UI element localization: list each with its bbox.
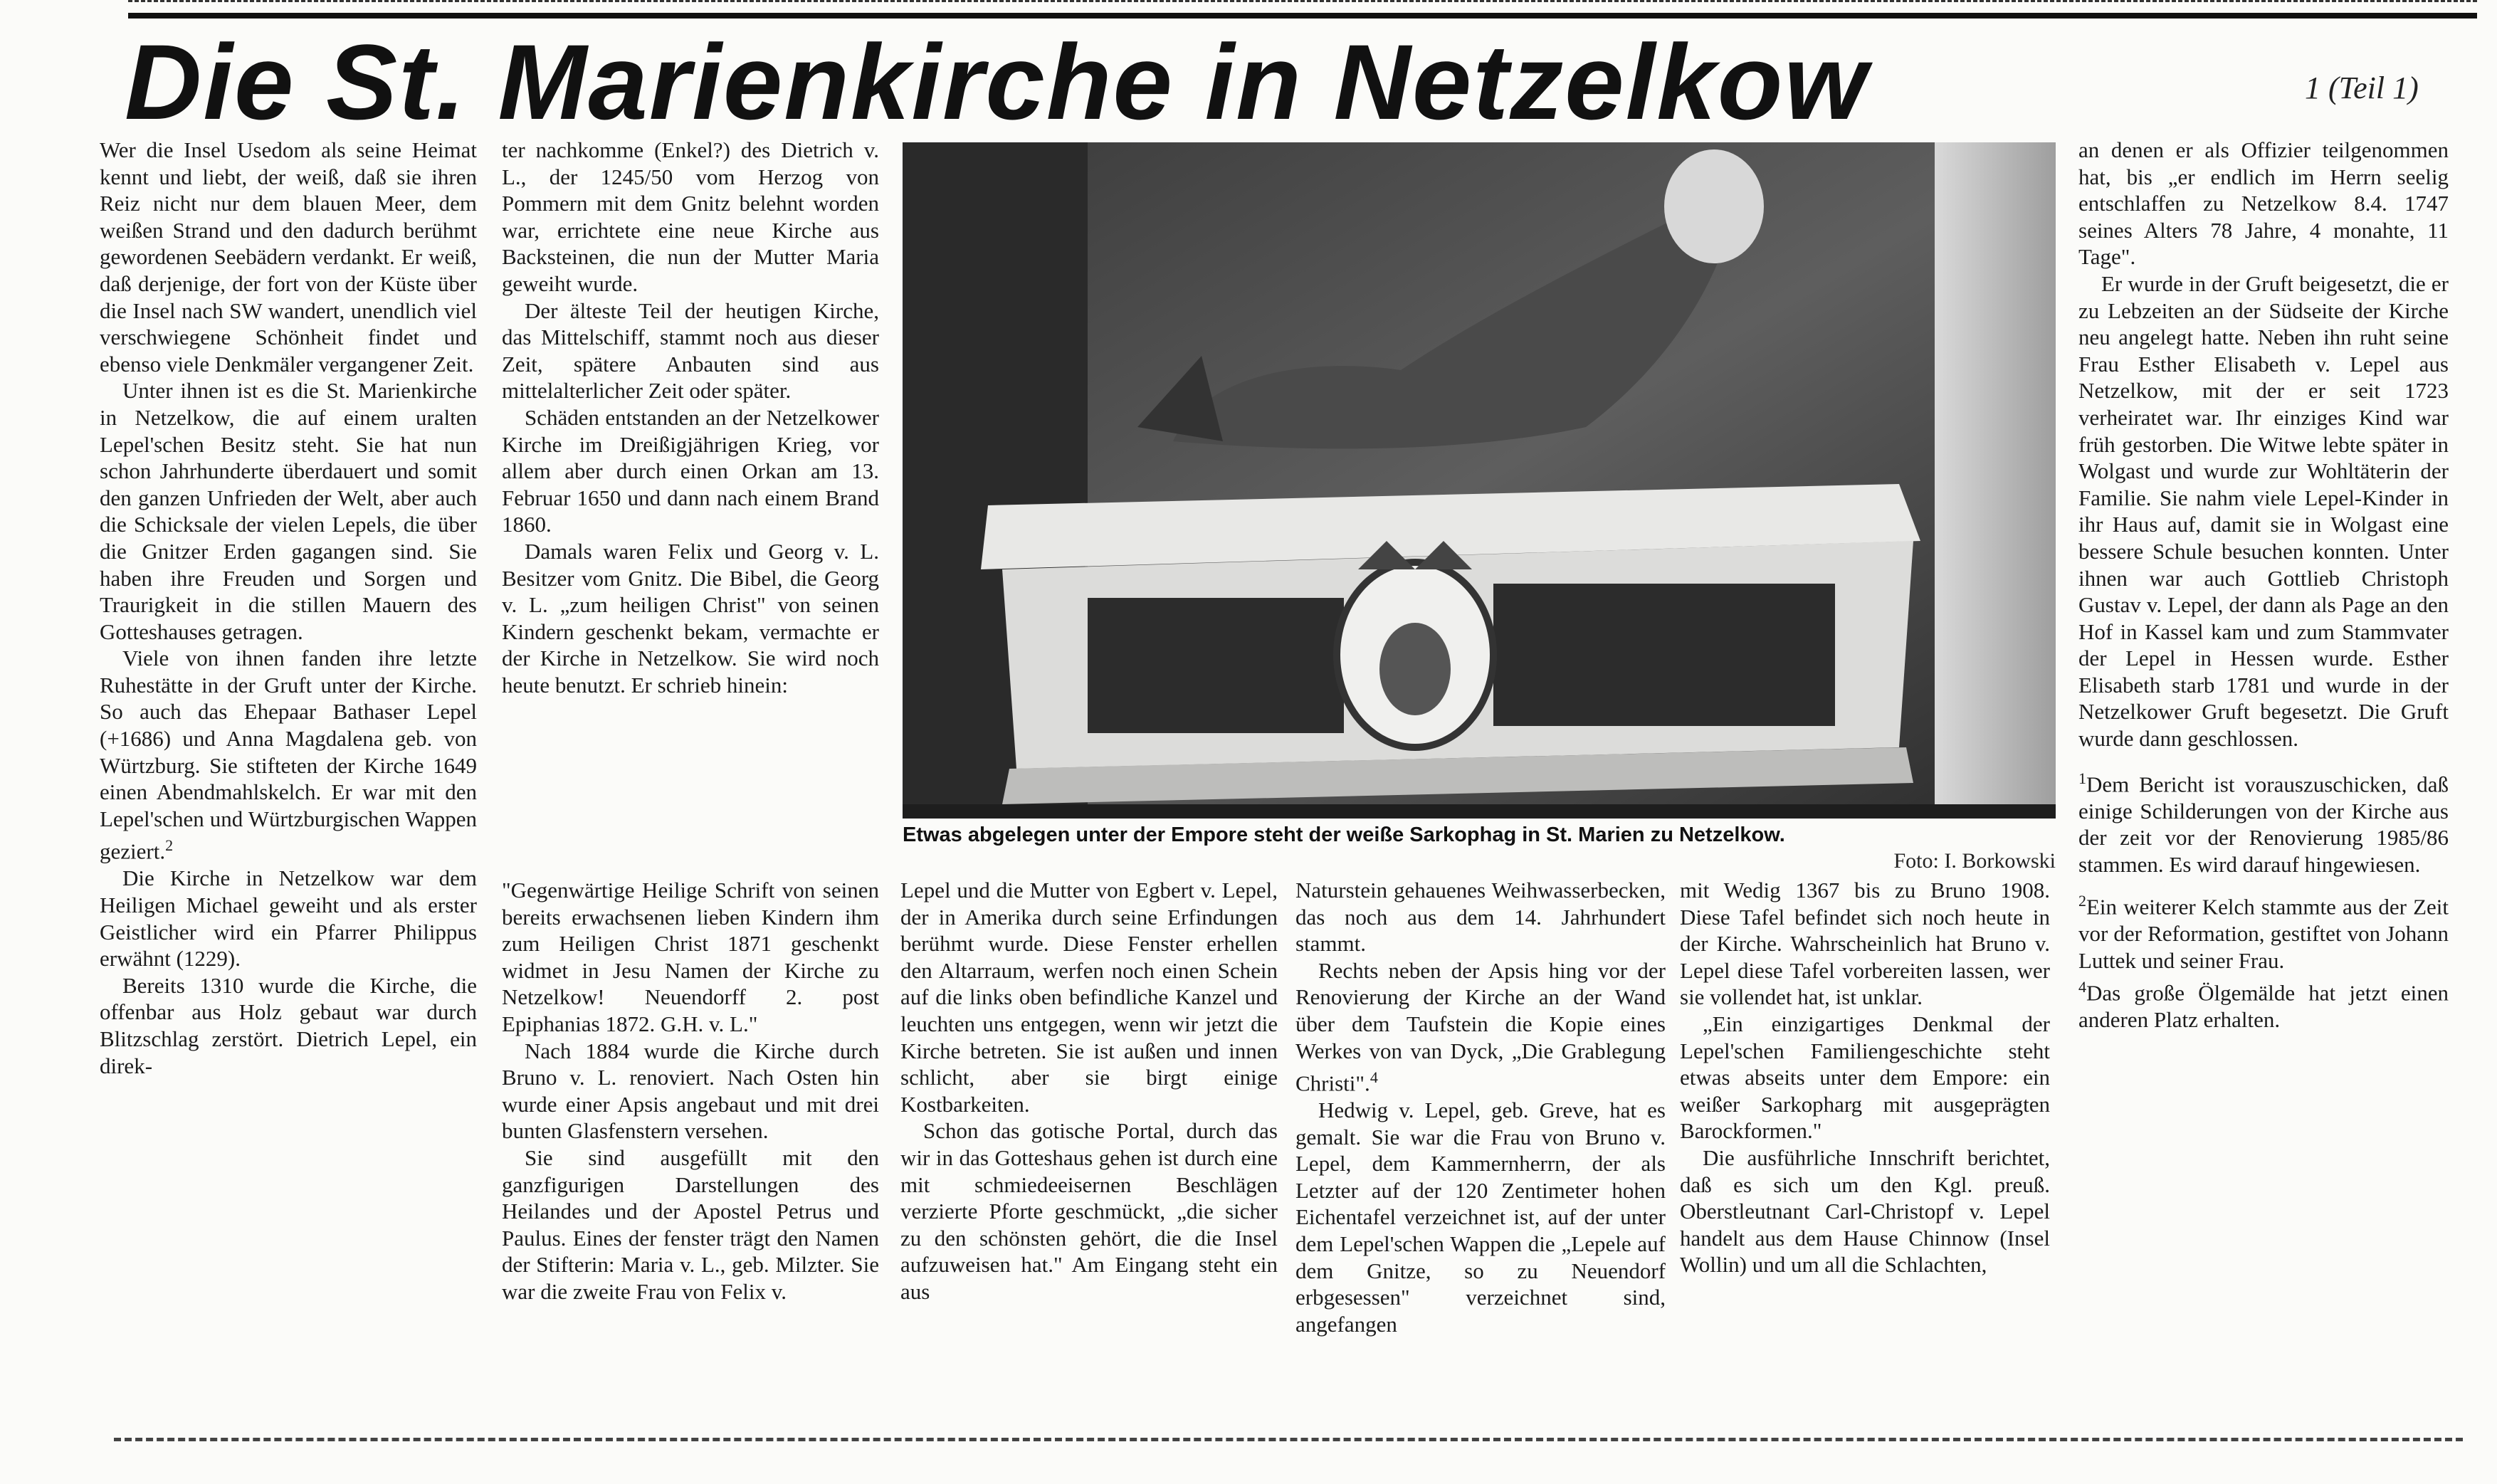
part-label: 1 (Teil 1) (2305, 70, 2419, 105)
paragraph: Sie sind ausgefüllt mit den ganzfigurigen Darstellungen des Heilandes und der Apostel Petrus und Paulus. Eines der fenster trägt den Namen der Stifterin: Maria v. L., geb. Milzter. Sie war die zweite Frau von Felix v. (502, 1144, 879, 1304)
paragraph: mit Wedig 1367 bis zu Bruno 1908. Diese Tafel befindet sich noch heute in der Kirche. Wahrscheinlich hat Bruno v. Lepel diese Tafel vorbereiten lassen, wer sie vollendet hat, ist unklar. (1680, 878, 2050, 1010)
paragraph (100, 645, 477, 865)
paragraph: Die Kirche in Netzelkow war dem Heiligen Michael geweiht und als erster Geistlicher wird ein Pfarrer Philippus erwähnt (1229). (100, 865, 477, 972)
paragraph-text: Rechts neben der Apsis hing vor der Renovierung der Kirche an der Wand über dem Taufstein die Kopie eines Werkes von van Dyck, „Die Grablegung Christi". (1295, 957, 1666, 1096)
column-2 (502, 137, 879, 848)
paragraph: ter nachkomme (Enkel?) des Dietrich v. L., der 1245/50 vom Herzog von Pommern mit dem Gnitz belehnt worden war, errichtete eine neue Kirche aus Backsteinen, die nun der Mutter Maria geweiht wurde. (502, 137, 879, 296)
paragraph: Der älteste Teil der heutigen Kirche, das Mittelschiff, stammt noch aus dieser Zeit, spätere Anbauten sind aus mittelalterlicher Zeit oder später. (502, 298, 879, 404)
footnote-mark: 1 (2078, 769, 2086, 787)
paragraph: an denen er als Offizier teilgenommen hat, bis „er endlich im Herrn seelig entschlaffen zu Netzelkow 8.4. 1747 seines Alters 78 Jahre, 4 monahte, 11 Tage". (2078, 137, 2449, 270)
paragraph: Hedwig v. Lepel, geb. Greve, hat es gemalt. Sie war die Frau von Bruno v. Lepel, dem Kammernherrn, der als Letzter auf der 120 Zentimeter hohen Eichentafel verzeichnet ist, auf der unter dem Lepel'schen Wappen die „Lepele auf dem Gnitze, so zu Neuendorf erbgesessen" verzeichnet sind, angefangen (1295, 1098, 1666, 1337)
column-3 (900, 877, 1278, 1389)
headline: Die St. Marienkirche in Netzelkow (125, 22, 1869, 142)
column-2-lower (502, 877, 879, 1389)
top-dashed-rule (128, 0, 2477, 6)
footnote-ref: 2 (165, 836, 174, 855)
sarcophagus-photo (903, 142, 2056, 819)
photo-credit: Foto: I. Borkowski (1893, 849, 2056, 873)
footnote (2078, 974, 2449, 1033)
photo-caption: Etwas abgelegen unter der Empore steht der weiße Sarkophag in St. Marien zu Netzelkow. (903, 823, 1785, 846)
column-4 (1295, 877, 1666, 1389)
footnote (2078, 765, 2449, 878)
footnote (2078, 888, 2449, 974)
footnote-mark: 2 (2078, 892, 2086, 910)
paragraph: Er wurde in der Gruft beigesetzt, die er zu Lebzeiten an der Südseite der Kirche neu angelegt hatte. Neben ihn ruht seine Frau Esther Elisabeth v. Lepel aus Netzelkow, mit der er seit 1723 verheiratet war. Ihr einziges Kind war früh gestorben. Die Witwe lebte später in Wolgast und wurde zur Wohltäterin der Familie. Sie nahm viele Lepel-Kinder in ihr Haus auf, damit sie in Wolgast eine bessere Schule besuchen konnten. Unter ihnen war auch Gottlieb Christoph Gustav v. Lepel, der dann als Page an den Hof in Kassel kam und zum Stammvater der Lepel in Hessen wurde. Esther Elisabeth starb 1781 und wurde in der Netzelkower Gruft begesetzt. Die Gruft wurde dann geschlossen. (2078, 270, 2449, 752)
paragraph: "Gegenwärtige Heilige Schrift von seinen bereits erwachsenen lieben Kindern ihm zum Heiligen Christ 1871 geschenkt widmet in Jesu Namen der Kirche zu Netzelkow! Neuendorff 2. post Epiphanias 1872. G.H. v. L." (502, 878, 879, 1036)
paragraph: „Ein einzigartiges Denkmal der Lepel'schen Familiengeschichte steht etwas abseits unter dem Empore: ein weißer Sarkopharg mit ausgeprägten Barockformen." (1680, 1011, 2050, 1144)
footnote-text: Das große Ölgemälde hat jetzt einen anderen Platz erhalten. (2078, 980, 2449, 1033)
footnote-text: Ein weiterer Kelch stammte aus der Zeit vor der Reformation, gestiftet von Johann Luttek und seiner Frau. (2078, 894, 2449, 973)
paragraph: Unter ihnen ist es die St. Marienkirche in Netzelkow, die auf einem uralten Lepel'schen Besitz steht. Sie hat nun schon Jahrhunderte überdauert und somit den ganzen Unfrieden der Welt, aber auch die Schicksale der vielen Lepels, die über die Gnitzer Erden gagangen sind. Sie haben ihre Freuden und Sorgen und Traurigkeit in die stillen Mauern des Gotteshauses getragen. (100, 378, 477, 644)
column-5 (1680, 877, 2050, 1389)
paragraph (1295, 957, 1666, 1097)
bottom-dashed-rule (114, 1438, 2463, 1446)
paragraph: Schon das gotische Portal, durch das wir in das Gotteshaus gehen ist durch eine mit schmiedeeisernen Beschlägen verzierte Pforte geschmückt, „die sicher zu den schönsten gehört, die die Insel aufzuweisen hat." Am Eingang steht ein aus (900, 1118, 1278, 1304)
paragraph: Wer die Insel Usedom als seine Heimat kennt und liebt, der weiß, daß sie ihren Reiz nicht nur dem blauen Meer, dem weißen Strand und den dadurch berühmt gewordenen Seebädern verdankt. Er weiß, daß derjenige, der fort von der Küste über die Insel nach SW wandert, unendlich viel verschwiegene Schönheit findet und ebenso viele Denkmäler vergangener Zeit. (100, 137, 477, 377)
footnote-mark: 4 (2078, 978, 2086, 996)
paragraph: Nach 1884 wurde die Kirche durch Bruno v. L. renoviert. Nach Osten hin wurde einer Apsis angebaut und mit drei bunten Glasfenstern versehen. (502, 1038, 879, 1144)
paragraph: Die ausführliche Innschrift berichtet, daß es sich um den Kgl. preuß. Oberstleutnant Carl-Christopf v. Lepel handelt aus dem Hause Chinnow (Insel Wollin) und um all die Schlachten, (1680, 1144, 2050, 1278)
column-6 (2078, 137, 2449, 1389)
column-1 (100, 137, 477, 1389)
paragraph: Naturstein gehauenes Weihwasserbecken, das noch aus dem 14. Jahrhundert stammt. (1295, 878, 1666, 957)
top-rule (128, 13, 2477, 19)
footnote-ref: 4 (1370, 1068, 1378, 1087)
paragraph-text: Viele von ihnen fanden ihre letzte Ruhestätte in der Gruft unter der Kirche. So auch das Ehepaar Bathaser Lepel (+1686) und Anna Magdalena geb. von Würtzburg. Sie stifteten der Kirche 1649 einen Abendmahlskelch. Er war mit den Lepel'schen und Würtzburgischen Wappen geziert. (100, 646, 477, 864)
paragraph: Lepel und die Mutter von Egbert v. Lepel, der in Amerika durch seine Erfindungen berühmt wurde. Diese Fenster erhellen den Altarraum, werfen noch einen Schein auf die links oben befindliche Kanzel und leuchten uns entgegen, wenn wir jetzt die Kirche betreten. Sie ist außen und innen schlicht, aber sie birgt einige Kostbarkeiten. (900, 878, 1278, 1117)
paragraph: Damals waren Felix und Georg v. L. Besitzer vom Gnitz. Die Bibel, die Georg v. L. „zum heiligen Christ" von seinen Kindern geschenkt bekam, vermachte er der Kirche in Netzelkow. Sie wird noch heute benutzt. Er schrieb hinein: (502, 538, 879, 698)
footnote-text: Dem Bericht ist vorauszuschicken, daß einige Schilderungen von der Kirche aus der zeit vor der Renovierung 1985/86 stammen. Es wird darauf hingewiesen. (2078, 771, 2449, 877)
paragraph: Bereits 1310 wurde die Kirche, die offenbar aus Holz gebaut war durch Blitzschlag zerstört. Dietrich Lepel, ein direk- (100, 972, 477, 1078)
paragraph: Schäden entstanden an der Netzelkower Kirche im Dreißigjährigen Krieg, vor allem aber durch einen Orkan am 13. Februar 1650 und dann nach einem Brand 1860. (502, 404, 879, 537)
